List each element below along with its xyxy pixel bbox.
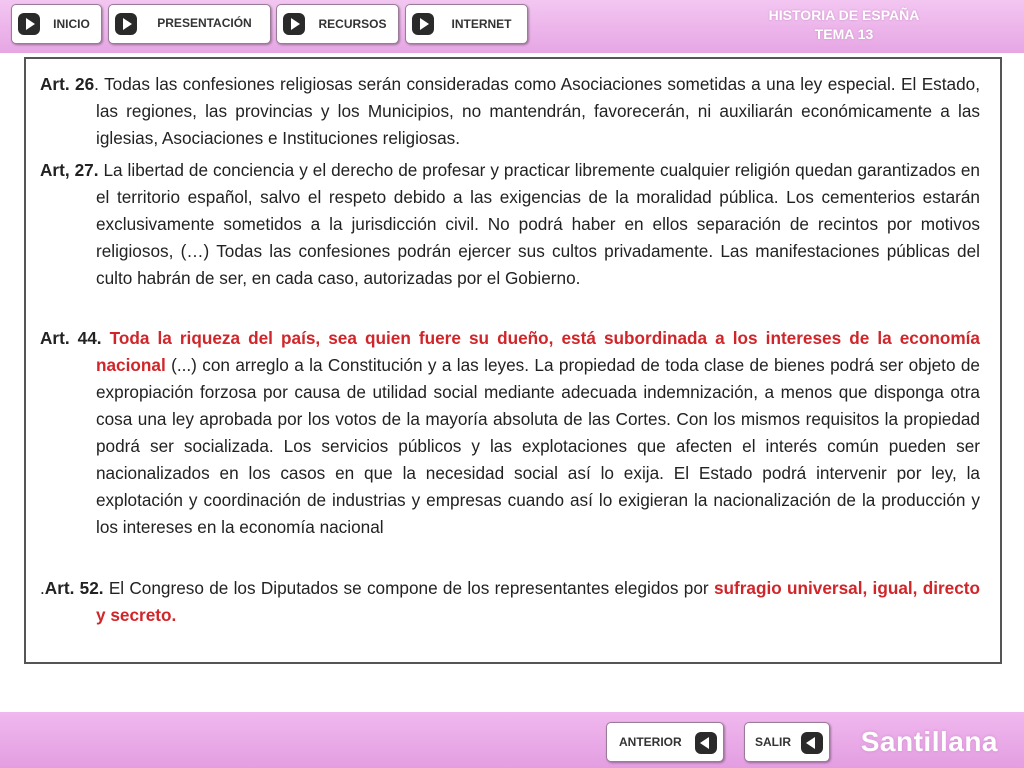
santillana-logo: Santillana bbox=[860, 726, 998, 757]
article-52-number: Art. 52. bbox=[44, 578, 104, 598]
subject-unit: TEMA 13 bbox=[814, 26, 874, 42]
anterior-button[interactable] bbox=[606, 722, 724, 762]
salir-label: SALIR bbox=[755, 735, 791, 749]
nav-presentacion-label: PRESENTACIÓN bbox=[157, 16, 252, 30]
article-52-prefix: . bbox=[40, 578, 45, 598]
nav-recursos-button[interactable] bbox=[276, 4, 399, 44]
article-27-text: La libertad de conciencia y el derecho de profesar y practicar libremente cualquier religión quedan garantizados en el territorio español, salvo el respeto debido a las exigencias de la moralidad pública. Los cementerios estarán exclusivamente sometidos a la jurisdicción civil. No podrá haber en ellos separación de recintos por motivos religiosos, (…) Todas las confesiones podrán ejercer sus cultos privadamente. Las manifestaciones públicas del culto habrán de ser, en cada caso, autorizadas por el Gobierno. bbox=[96, 160, 980, 288]
article-52 bbox=[26, 575, 1000, 629]
nav-recursos-label: RECURSOS bbox=[318, 17, 387, 31]
nav-internet-button[interactable] bbox=[405, 4, 528, 44]
nav-presentacion-button[interactable] bbox=[108, 4, 271, 44]
article-52-text: El Congreso de los Diputados se compone de los representantes elegidos por bbox=[103, 578, 714, 598]
salir-button[interactable] bbox=[744, 722, 830, 762]
subject-title bbox=[734, 6, 954, 44]
article-52-highlight: sufragio universal, igual, directo y secreto. bbox=[96, 578, 981, 625]
play-arrow-icon bbox=[115, 13, 137, 35]
play-arrow-icon bbox=[283, 13, 305, 35]
article-44 bbox=[26, 325, 1000, 541]
bottom-navigation-bar bbox=[0, 712, 1024, 768]
play-arrow-icon bbox=[412, 13, 434, 35]
article-44-text: (...) con arreglo a la Constitución y a las leyes. La propiedad de toda clase de bienes podrá ser objeto de expropiación forzosa por causa de utilidad social mediante adecuada indemnización, a menos que disponga otra cosa una ley aprobada por los votos de la mayoría absoluta de las Cortes. Con los mismos requisitos la propiedad podrá ser socializada. Los servicios públicos y las explotaciones que afecten el interés común pueden ser nacionalizados en los casos en que la necesidad social así lo exija. El Estado podrá intervenir por ley, la explotación y coordinación de industrias y empresas cuando así lo exigieran la nacionalización de la producción y los intereses en la economía nacional bbox=[96, 355, 980, 537]
nav-internet-label: INTERNET bbox=[451, 17, 512, 31]
nav-inicio-label: INICIO bbox=[53, 17, 90, 31]
article-26-text: . Todas las confesiones religiosas serán consideradas como Asociaciones sometidas a una ley especial. El Estado, las regiones, las provincias y los Municipios, no mantendrán, favorecerán, ni auxiliarán económicamente a las iglesias, Asociaciones e Instituciones religiosas. bbox=[94, 74, 981, 148]
document-text-box bbox=[24, 57, 1002, 664]
article-44-number: Art. 44. bbox=[40, 328, 102, 348]
top-navigation-bar bbox=[0, 0, 1024, 53]
subject-name: HISTORIA DE ESPAÑA bbox=[768, 7, 920, 23]
play-arrow-icon bbox=[18, 13, 40, 35]
back-arrow-icon bbox=[801, 732, 823, 754]
back-arrow-icon bbox=[695, 732, 717, 754]
article-27 bbox=[26, 157, 1000, 292]
nav-inicio-button[interactable] bbox=[11, 4, 102, 44]
anterior-label: ANTERIOR bbox=[619, 735, 682, 749]
article-44-highlight: Toda la riqueza del país, sea quien fuere su dueño, está subordinada a los intereses de la economía nacional bbox=[96, 328, 980, 375]
article-26-number: Art. 26 bbox=[40, 74, 95, 94]
article-26 bbox=[26, 71, 1000, 152]
article-27-number: Art, 27. bbox=[40, 160, 99, 180]
